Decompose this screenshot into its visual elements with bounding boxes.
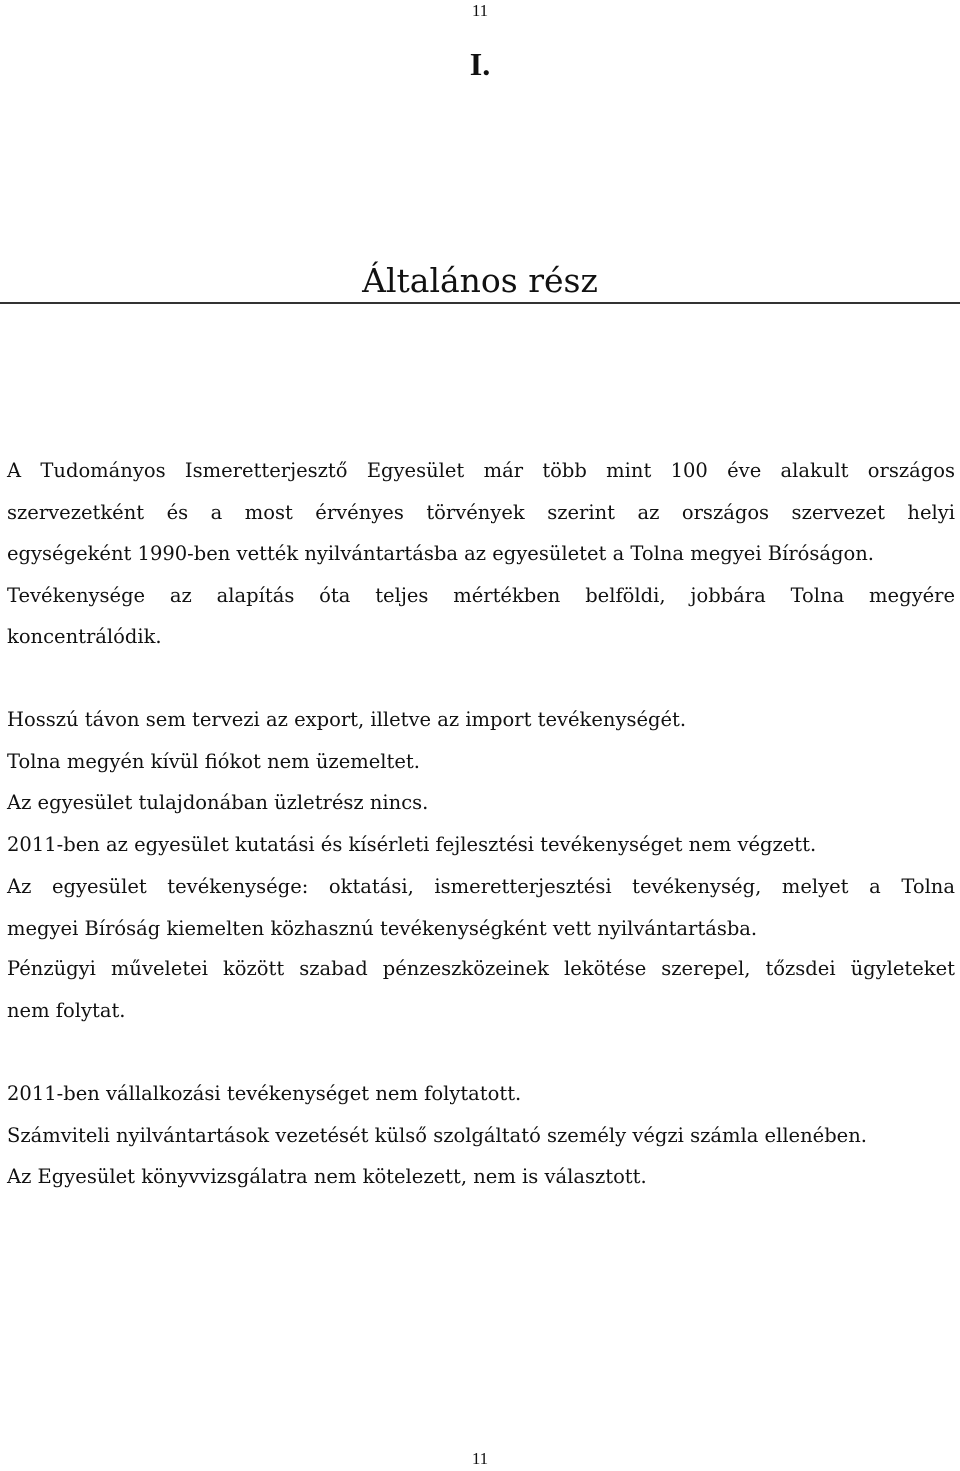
branch-statement: Tolna megyén kívül fiókot nem üzemeltet. [7,750,420,773]
chapter-number: I. [469,46,491,82]
research-statement: 2011-ben az egyesület kutatási és kísérleti fejlesztési tevékenységet nem végzett. [7,833,817,856]
paragraph-line: Tevékenysége az alapítás óta teljes mértékben belföldi, jobbára Tolna megyére [7,583,955,607]
business-activity-statement: 2011-ben vállalkozási tevékenységet nem folytatott. [7,1082,522,1105]
paragraph-line: nem folytat. [7,998,126,1022]
finance-paragraph [7,948,955,1031]
accounting-statement: Számviteli nyilvántartások vezetését külső szolgáltató személy végzi számla ellenében. [7,1124,867,1147]
title-underline-rule [0,302,960,304]
paragraph-line: egységeként 1990-ben vették nyilvántartásba az egyesületet a Tolna megyei Bíróságon. [7,542,874,565]
paragraph-line: Az egyesület tevékenysége: oktatási, ismeretterjesztési tevékenység, melyet a Tolna [7,875,955,898]
paragraph-line: Pénzügyi műveletei között szabad pénzeszközeinek lekötése szerepel, tőzsdei ügyleteket [7,957,955,980]
paragraph-line: megyei Bíróság kiemelten közhasznú tevékenységként vett nyilvántartásba. [7,916,758,940]
export-statement: Hosszú távon sem tervezi az export, illetve az import tevékenységét. [7,708,687,731]
page-number-top: 11 [471,1,489,20]
activity-paragraph [7,866,955,949]
paragraph-line: szervezetként és a most érvényes törvények szerint az országos szervezet helyi [7,500,955,524]
shareholding-statement: Az egyesület tulajdonában üzletrész nincs. [7,791,429,814]
paragraph-line: A Tudományos Ismeretterjesztő Egyesület már több mint 100 éve alakult országos [7,459,955,482]
audit-statement: Az Egyesület könyvvizsgálatra nem kötelezett, nem is választott. [7,1165,647,1188]
page-number-bottom: 11 [471,1449,489,1468]
intro-paragraph [7,450,955,658]
section-title: Általános rész [362,261,598,300]
paragraph-line: koncentrálódik. [7,625,162,648]
